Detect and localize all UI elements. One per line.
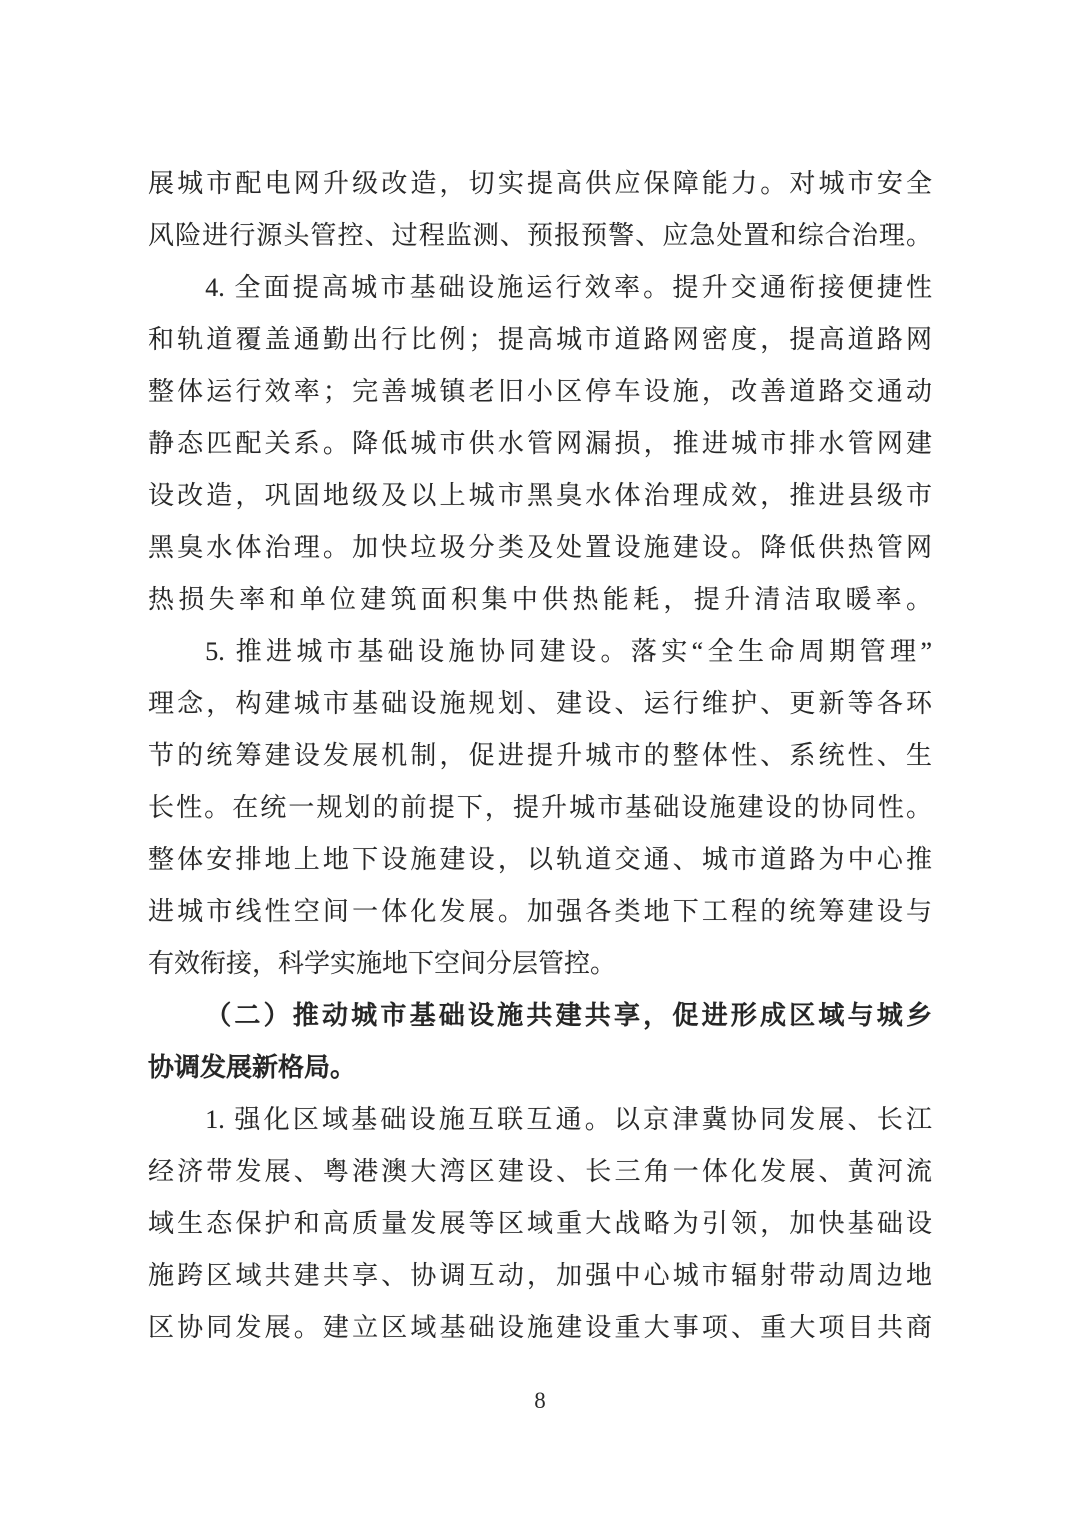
text-line: 风险进行源头管控、过程监测、预报预警、应急处置和综合治理。 [148, 221, 932, 250]
text-line: 域生态保护和高质量发展等区域重大战略为引领，加快基础设 [148, 1209, 932, 1238]
text-line: 进城市线性空间一体化发展。加强各类地下工程的统筹建设与 [148, 897, 932, 926]
text-line: 整体安排地上地下设施建设，以轨道交通、城市道路为中心推 [148, 845, 932, 874]
text-line: 展城市配电网升级改造，切实提高供应保障能力。对城市安全 [148, 169, 932, 198]
text-block [148, 158, 932, 1354]
text-line: 静态匹配关系。降低城市供水管网漏损，推进城市排水管网建 [148, 429, 932, 458]
text-line: 经济带发展、粤港澳大湾区建设、长三角一体化发展、黄河流 [148, 1157, 932, 1186]
text-line: 黑臭水体治理。加快垃圾分类及处置设施建设。降低供热管网 [148, 533, 932, 562]
text-line: （二）推动城市基础设施共建共享，促进形成区域与城乡 [205, 1001, 932, 1030]
text-line: 区协同发展。建立区域基础设施建设重大事项、重大项目共商 [148, 1313, 932, 1342]
page-number: 8 [534, 1388, 546, 1413]
text-line: 有效衔接，科学实施地下空间分层管控。 [148, 949, 617, 978]
text-line: 热损失率和单位建筑面积集中供热能耗，提升清洁取暖率。 [148, 585, 932, 614]
text-line: 协调发展新格局。 [148, 1053, 357, 1082]
text-line: 设改造，巩固地级及以上城市黑臭水体治理成效，推进县级市 [148, 481, 932, 510]
text-line: 4. 全面提高城市基础设施运行效率。提升交通衔接便捷性 [205, 273, 932, 302]
text-line: 长性。在统一规划的前提下，提升城市基础设施建设的协同性。 [148, 793, 932, 822]
text-line: 5. 推进城市基础设施协同建设。落实“全生命周期管理” [205, 637, 932, 666]
text-line: 理念，构建城市基础设施规划、建设、运行维护、更新等各环 [148, 689, 932, 718]
text-line: 整体运行效率；完善城镇老旧小区停车设施，改善道路交通动 [148, 377, 932, 406]
text-line: 和轨道覆盖通勤出行比例；提高城市道路网密度，提高道路网 [148, 325, 932, 354]
text-line: 节的统筹建设发展机制，促进提升城市的整体性、系统性、生 [148, 741, 932, 770]
text-line: 1. 强化区域基础设施互联互通。以京津冀协同发展、长江 [205, 1105, 932, 1134]
text-line: 施跨区域共建共享、协调互动，加强中心城市辐射带动周边地 [148, 1261, 932, 1290]
